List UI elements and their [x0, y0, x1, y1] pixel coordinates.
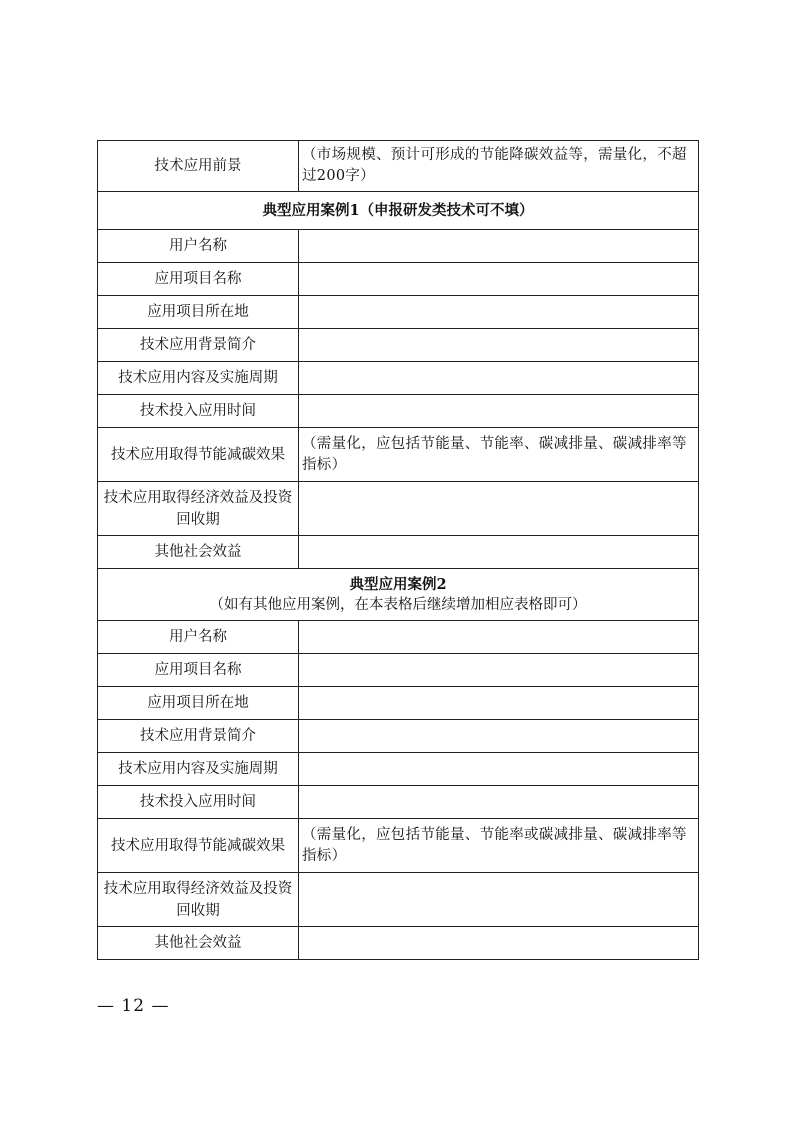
case1-label-project-location: 应用项目所在地	[98, 296, 299, 329]
case2-value-content-period[interactable]	[299, 753, 699, 786]
case2-label-user-name: 用户名称	[98, 621, 299, 654]
case2-section-subtitle: （如有其他应用案例，在本表格后继续增加相应表格即可）	[209, 596, 587, 613]
table-row	[98, 329, 699, 362]
case1-label-economic-benefit: 技术应用取得经济效益及投资回收期	[98, 482, 299, 536]
section-header-row	[98, 192, 699, 230]
table-row	[98, 395, 699, 428]
case2-value-project-location[interactable]	[299, 687, 699, 720]
case1-label-user-name: 用户名称	[98, 230, 299, 263]
case2-value-project-name[interactable]	[299, 654, 699, 687]
case1-value-project-location[interactable]	[299, 296, 699, 329]
case2-value-background[interactable]	[299, 720, 699, 753]
table-row	[98, 927, 699, 960]
case1-value-energy-effect[interactable]: （需量化，应包括节能量、节能率、碳减排量、碳减排率等指标）	[299, 428, 699, 482]
case2-value-economic-benefit[interactable]	[299, 873, 699, 927]
case2-label-economic-benefit: 技术应用取得经济效益及投资回收期	[98, 873, 299, 927]
table-row	[98, 786, 699, 819]
case1-label-content-period: 技术应用内容及实施周期	[98, 362, 299, 395]
case1-label-background: 技术应用背景简介	[98, 329, 299, 362]
case2-label-social-benefit: 其他社会效益	[98, 927, 299, 960]
case2-section-header	[98, 569, 699, 621]
table-row	[98, 362, 699, 395]
case1-value-economic-benefit[interactable]	[299, 482, 699, 536]
case1-label-project-name: 应用项目名称	[98, 263, 299, 296]
case2-label-content-period: 技术应用内容及实施周期	[98, 753, 299, 786]
table-row	[98, 654, 699, 687]
table-row	[98, 720, 699, 753]
case2-label-energy-effect: 技术应用取得节能减碳效果	[98, 819, 299, 873]
page-number: — 12 —	[97, 996, 170, 1016]
table-row	[98, 819, 699, 873]
case1-section-title: 典型应用案例1（申报研发类技术可不填）	[98, 192, 699, 230]
row-label-tech-prospect: 技术应用前景	[98, 141, 299, 192]
case2-value-social-benefit[interactable]	[299, 927, 699, 960]
case2-label-project-location: 应用项目所在地	[98, 687, 299, 720]
case2-label-application-time: 技术投入应用时间	[98, 786, 299, 819]
case2-value-energy-effect[interactable]: （需量化，应包括节能量、节能率或碳减排量、碳减排率等指标）	[299, 819, 699, 873]
table-row	[98, 687, 699, 720]
table-row	[98, 230, 699, 263]
table-row	[98, 536, 699, 569]
case1-value-background[interactable]	[299, 329, 699, 362]
table-row	[98, 296, 699, 329]
table-row	[98, 263, 699, 296]
table-row	[98, 621, 699, 654]
table-row	[98, 141, 699, 192]
case2-label-project-name: 应用项目名称	[98, 654, 299, 687]
case1-label-application-time: 技术投入应用时间	[98, 395, 299, 428]
case2-value-application-time[interactable]	[299, 786, 699, 819]
table-row	[98, 428, 699, 482]
table-row	[98, 873, 699, 927]
case1-label-social-benefit: 其他社会效益	[98, 536, 299, 569]
case1-value-social-benefit[interactable]	[299, 536, 699, 569]
case1-value-user-name[interactable]	[299, 230, 699, 263]
case1-label-energy-effect: 技术应用取得节能减碳效果	[98, 428, 299, 482]
case1-value-project-name[interactable]	[299, 263, 699, 296]
section-header-row	[98, 569, 699, 621]
case1-value-application-time[interactable]	[299, 395, 699, 428]
table-row	[98, 753, 699, 786]
case1-value-content-period[interactable]	[299, 362, 699, 395]
case2-section-title: 典型应用案例2	[349, 575, 447, 593]
case2-label-background: 技术应用背景简介	[98, 720, 299, 753]
case2-value-user-name[interactable]	[299, 621, 699, 654]
row-value-tech-prospect[interactable]: （市场规模、预计可形成的节能降碳效益等，需量化，不超过200字）	[299, 141, 699, 192]
table-row	[98, 482, 699, 536]
application-form-table	[97, 140, 699, 960]
